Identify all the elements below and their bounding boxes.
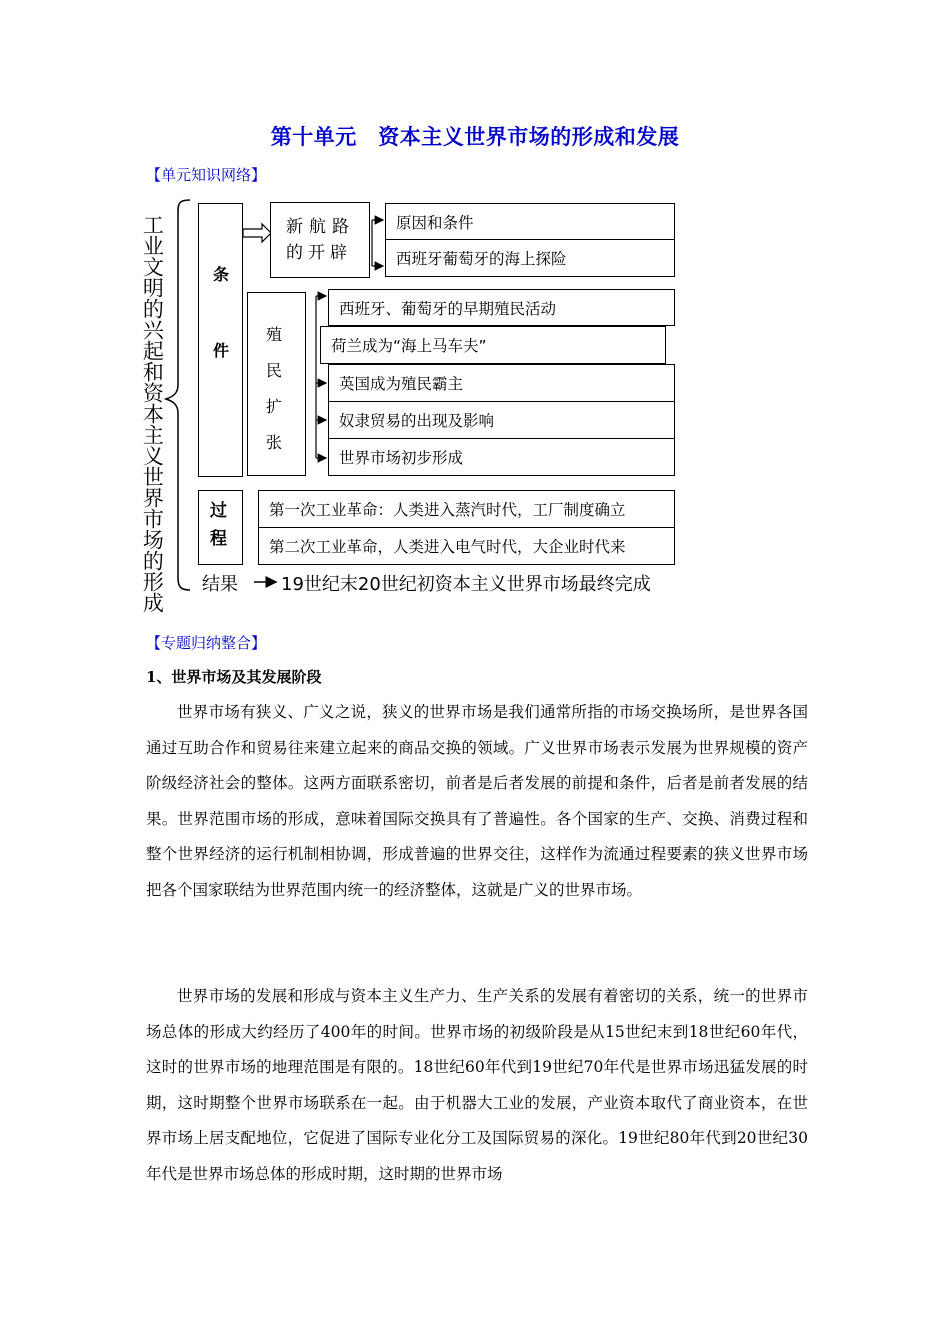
colonial-item-5: 世界市场初步形成 xyxy=(328,438,675,476)
new-route-box xyxy=(270,202,370,278)
colonial-box xyxy=(247,292,306,476)
hollow-arrow-new-route xyxy=(243,224,271,242)
colonial-item-3: 英国成为殖民霸主 xyxy=(328,364,675,402)
process-item-1: 第一次工业革命：人类进入蒸汽时代，工厂制度确立 xyxy=(258,490,675,528)
result-text: 19世纪末20世纪初资本主义世界市场最终完成 xyxy=(281,574,651,595)
conditions-label: 条件 xyxy=(210,266,230,418)
root-label: 工业文明的兴起和资本主义世界市场的形成 xyxy=(140,214,165,613)
colonial-label: 殖民扩张 xyxy=(266,325,283,452)
section-label-knowledge-network: 【单元知识网络】 xyxy=(146,166,267,184)
colonial-item-2: 荷兰成为“海上马车夫” xyxy=(320,326,666,364)
paragraph-1: 世界市场有狭义、广义之说，狭义的世界市场是我们通常所指的市场交换场所，是世界各国通过互助合作和贸易往来建立起来的商品交换的领域。广义世界市场表示发展为世界规模的资产阶级经济社会的整体。这两方面联系密切，前者是后者发展的前提和条件，后者是前者发展的结果。世界范围市场的形成，意味着国际交换具有了普遍性。各个国家的生产、交换、消费过程和整个世界经济的运行机制相协调，形成普遍的世界交往，这样作为流通过程要素的狭义世界市场把各个国家联结为世界范围内统一的经济整体，这就是广义的世界市场。 xyxy=(146,703,808,899)
process-box xyxy=(198,490,243,565)
process-label: 过程 xyxy=(210,501,227,549)
subsection-heading: 1、世界市场及其发展阶段 xyxy=(146,668,322,686)
page-title: 第十单元 资本主义世界市场的形成和发展 xyxy=(270,124,680,149)
section-label-topic-summary: 【专题归纳整合】 xyxy=(146,634,267,652)
left-brace xyxy=(166,200,190,590)
result-label: 结果 xyxy=(202,574,238,595)
colonial-item-1: 西班牙、葡萄牙的早期殖民活动 xyxy=(328,289,675,326)
new-route-item-2: 西班牙葡萄牙的海上探险 xyxy=(385,239,675,277)
conditions-box xyxy=(198,203,243,477)
new-route-item-1: 原因和条件 xyxy=(385,203,675,240)
new-route-label: 新航路的开辟 xyxy=(286,217,354,263)
knowledge-network-diagram xyxy=(0,0,950,620)
paragraph-2: 世界市场的发展和形成与资本主义生产力、生产关系的发展有着密切的关系，统一的世界市场总体的形成大约经历了400年的时间。世界市场的初级阶段是从15世纪末到18世纪60年代，这时的世界市场的地理范围是有限的。18世纪60年代到19世纪70年代是世界市场迅猛发展的时期，这时期整个世界市场联系在一起。由于机器大工业的发展，产业资本取代了商业资本，在世界市场上居支配地位，它促进了国际专业化分工及国际贸易的深化。19世纪80年代到20世纪30年代是世界市场总体的形成时期，这时期的世界市场 xyxy=(146,987,808,1183)
colonial-item-4: 奴隶贸易的出现及影响 xyxy=(328,401,675,439)
process-item-2: 第二次工业革命，人类进入电气时代，大企业时代来 xyxy=(258,527,675,565)
